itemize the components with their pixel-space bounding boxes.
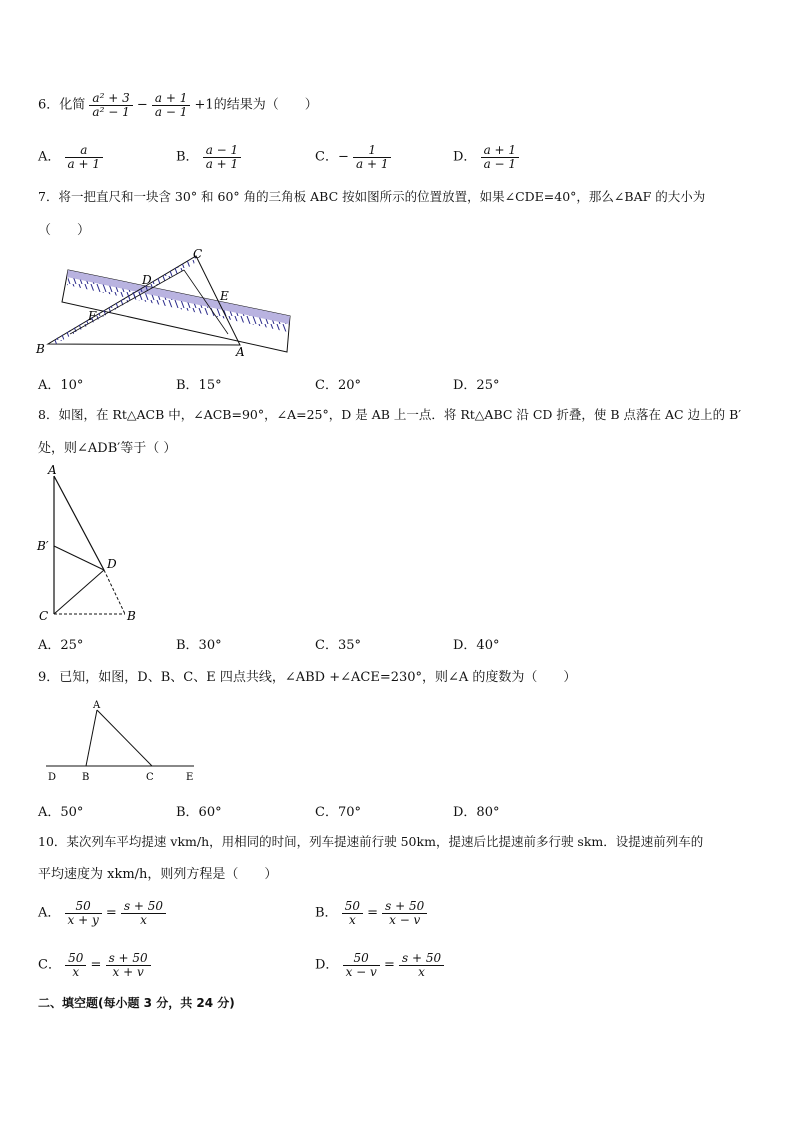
q10-option-d[interactable]: D． $\frac{50}{x - v}$ = $\frac{s + 50}{x}$ <box>315 952 444 978</box>
question-9: 9．已知，如图，D、B、C、E 四点共线，∠ABD +∠ACE=230°，则∠A 的度数为（ ） <box>38 670 577 685</box>
q6-option-c[interactable]: C．− $\frac{1}{a + 1}$ <box>315 144 391 170</box>
q7-label-f: F <box>88 309 97 323</box>
q7-label-b: B <box>36 342 45 356</box>
question-10-line-1: 10．某次列车平均提速 vkm/h，用相同的时间，列车提速前行驶 50km，提速后比提速前多行驶 skm．设提速前列车的 <box>38 834 704 849</box>
q9-label-c: C <box>146 772 154 783</box>
q10-option-a[interactable]: A． $\frac{50}{x + y}$ = $\frac{s + 50}{x}$ <box>38 900 166 926</box>
q6-tail: +1的结果为（ ） <box>194 97 318 113</box>
question-6: 6．化简 $\frac{\text{a² + 3}}{\text{a² − 1}}$ − $\frac{a + 1}{a - 1}$ +1的结果为（ ） <box>38 91 318 119</box>
q10-option-c[interactable]: C． $\frac{50}{x}$ = $\frac{s + 50}{x + v}$ <box>38 952 151 978</box>
q8-figure <box>34 462 154 626</box>
q8-label-a: A <box>48 463 57 477</box>
q8-label-b: B <box>127 609 136 623</box>
q7-label-a: A <box>236 345 245 359</box>
q7-label-c: C <box>193 247 203 261</box>
q9-option-c[interactable]: C．70° <box>315 805 361 820</box>
question-7-line-1: 7．将一把直尺和一块含 30° 和 60° 角的三角板 ABC 按如图所示的位置放置，如果∠CDE=40°，那么∠BAF 的大小为 <box>38 189 706 204</box>
q6-prefix: 6．化简 <box>38 97 86 113</box>
q6-option-a[interactable]: A． $\frac{a}{a + 1}$ <box>38 144 103 170</box>
q8-option-c[interactable]: C．35° <box>315 638 361 653</box>
q7-option-a[interactable]: A．10° <box>38 378 84 393</box>
q9-option-d[interactable]: D．80° <box>453 805 500 820</box>
q8-option-d[interactable]: D．40° <box>453 638 500 653</box>
section-2-heading: 二、填空题(每小题 3 分，共 24 分) <box>38 996 235 1010</box>
q7-option-b[interactable]: B．15° <box>176 378 222 393</box>
q9-label-a: A <box>93 700 101 711</box>
q6-option-d[interactable]: D． $\frac{a + 1}{a - 1}$ <box>453 144 519 170</box>
q9-option-a[interactable]: A．50° <box>38 805 84 820</box>
q7-figure <box>30 244 300 360</box>
q10-option-b[interactable]: B． $\frac{50}{x}$ = $\frac{s + 50}{x - v}$ <box>315 900 427 926</box>
q9-label-e: E <box>186 772 194 783</box>
q7-option-c[interactable]: C．20° <box>315 378 361 393</box>
q8-option-a[interactable]: A．25° <box>38 638 84 653</box>
q7-label-e: E <box>220 289 229 303</box>
q8-label-b-prime: B′ <box>37 539 49 553</box>
q8-label-c: C <box>39 609 49 623</box>
q9-option-b[interactable]: B．60° <box>176 805 222 820</box>
question-8-line-2: 处，则∠ADB′等于（ ） <box>38 441 177 456</box>
question-10-line-2: 平均速度为 xkm/h，则列方程是（ ） <box>38 867 278 882</box>
question-8-line-1: 8．如图，在 Rt△ACB 中，∠ACB=90°，∠A=25°，D 是 AB 上一点．将 Rt△ABC 沿 CD 折叠，使 B 点落在 AC 边上的 B′ <box>38 407 742 422</box>
question-7-line-2: （ ） <box>38 223 91 238</box>
q6-fraction-1: $\frac{\text{a² + 3}}{\text{a² − 1}}$ <box>89 92 132 118</box>
q8-option-b[interactable]: B．30° <box>176 638 222 653</box>
q6-fraction-2: $\frac{a + 1}{a - 1}$ <box>152 92 190 118</box>
q6-option-b[interactable]: B． $\frac{a - 1}{a + 1}$ <box>176 144 241 170</box>
q7-option-d[interactable]: D．25° <box>453 378 500 393</box>
q7-label-d: D <box>142 273 152 287</box>
q8-label-d: D <box>107 557 117 571</box>
q9-label-d: D <box>48 772 57 783</box>
q9-figure <box>40 696 200 786</box>
q9-label-b: B <box>82 772 90 783</box>
